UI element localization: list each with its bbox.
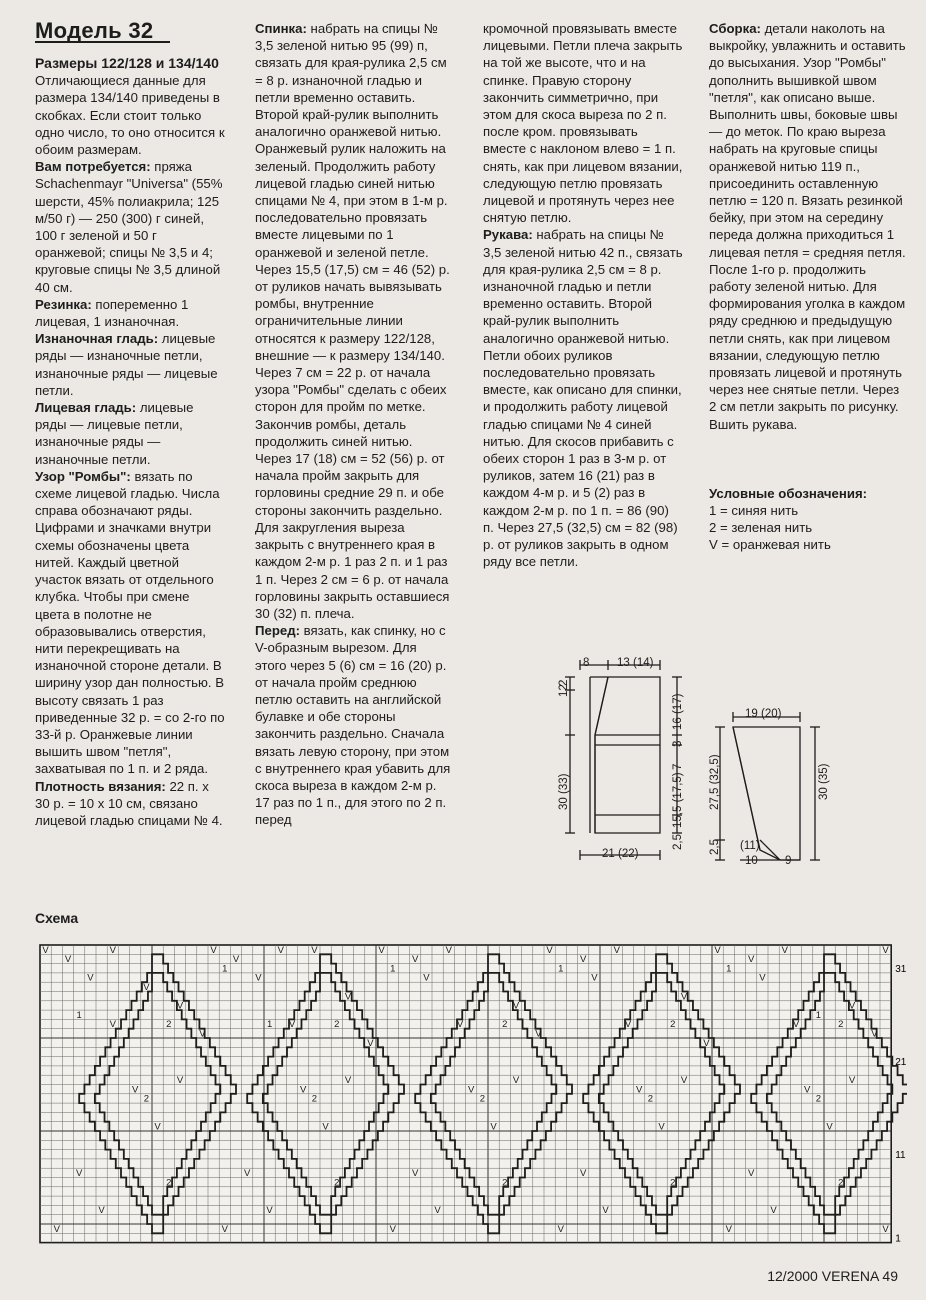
legend-item: 2 = зеленая нить — [709, 520, 813, 536]
chart-symbol: V — [680, 1075, 688, 1086]
chart-symbol: V — [456, 1019, 464, 1031]
chart-symbol: 2 — [647, 1093, 654, 1105]
chart-symbol: 2 — [838, 1019, 844, 1031]
paragraph-text: детали наколоть на выкройку, увлажнить и оставить до высыхания. Узор "Ромбы" дополнить вышивкой швом "петля", как описано выше. Выполнить швы, боковые швы — до меток. По краю выреза набрать на круговые спицы оранжевой нитью 119 п., присоединить оставленную петлю = 120 п. Вязать резинкой бейку, при этом на середину переда должна приходиться 1 лицевая петля = средняя петля. После 1-го р. продолжить работу зеленой нитью. Для формирования уголка в каждом ряду среднюю и предыдущую петли снять, как при лицевом вязании, следующую петлю провязать лицевой и протянуть через нее снятые петли. Через 2 см петли закрыть по рисунку. Вшить рукава. — [709, 21, 906, 432]
chart-symbol: 1 — [76, 1009, 82, 1021]
chart-symbol: 1 — [390, 963, 396, 975]
chart-symbol: V — [826, 1121, 833, 1133]
chart-symbol: V — [300, 1084, 307, 1096]
chart-symbol: V — [288, 1019, 296, 1031]
paragraph-heading: Вам потребуется: — [35, 159, 151, 175]
chart-symbol: V — [255, 972, 262, 984]
chart-symbol: V — [367, 1037, 374, 1049]
chart-symbol: 2 — [311, 1093, 318, 1105]
column-1 — [35, 20, 227, 829]
chart-symbol: V — [770, 1205, 777, 1217]
chart-symbol: 2 — [479, 1093, 486, 1105]
chart-title: Схема — [35, 910, 79, 926]
column-3 — [483, 20, 683, 571]
chart-symbol: V — [64, 954, 72, 966]
chart-symbol: V — [76, 1168, 83, 1179]
row-label: 21 — [895, 1056, 907, 1068]
chart-symbol: V — [804, 1084, 811, 1096]
chart-symbol: V — [199, 1028, 206, 1040]
paragraph-text: вязать, как спинку, но с V-образным вырезом. Для этого через 5 (6) см = 16 (20) р. от начала пройм среднюю петлю оставить на английской булавке и обе стороны закончить раздельно. Сначала вязать левую сторону, при этом с внутреннего края убавить для скоса выреза в каждом 2-м р. 17 раз по 1 п., для этого по 2 п. перед — [255, 623, 451, 828]
chart-symbol: V — [244, 1168, 251, 1179]
legend-item: V = оранжевая нить — [709, 537, 831, 553]
body-dim-21: 21 (22) — [602, 848, 639, 860]
column-3-body — [483, 20, 683, 571]
sleeve-dim-10: 10 — [745, 855, 758, 867]
body-dim-25: 2,5 — [672, 834, 684, 850]
chart-symbol: 2 — [815, 1093, 822, 1105]
chart-symbol: V — [703, 1037, 710, 1049]
chart-symbol: V — [311, 944, 318, 956]
chart-symbol: V — [624, 1019, 632, 1031]
body-dim-16: 16 (17) — [672, 693, 684, 730]
chart-symbol: V — [759, 972, 766, 984]
chart-symbol: V — [87, 972, 94, 984]
paragraph-text: пряжа Schachenmayr "Universa" (55% шерсти, 45% полиакрила; 125 м/50 г) — 250 (300) г синей, 100 г зеленой и 50 г оранжевой; спицы № 3,5 и 4; круговые спицы № 3,5 длиной 40 см. — [35, 159, 223, 295]
paragraph-heading: Спинка: — [255, 21, 307, 36]
chart-symbol: V — [557, 1223, 564, 1235]
knitting-chart — [35, 940, 907, 1255]
chart-symbol: V — [154, 1121, 161, 1133]
chart-symbol: V — [42, 944, 49, 956]
column-4-body — [709, 20, 909, 433]
chart-symbol: V — [389, 1223, 396, 1235]
chart-symbol: V — [848, 1000, 856, 1012]
paragraph — [255, 622, 451, 828]
paragraph — [483, 226, 683, 570]
sleeve-dim-30: 30 (35) — [818, 763, 830, 800]
chart-symbol: V — [546, 944, 553, 956]
paragraph — [255, 20, 451, 622]
chart-symbol: V — [512, 1000, 520, 1012]
paragraph — [35, 296, 227, 330]
body-dim-8: 8 — [583, 657, 590, 669]
chart-symbol: V — [658, 1121, 665, 1133]
row-label: 31 — [895, 963, 907, 975]
chart-symbol: V — [848, 1075, 856, 1086]
chart-symbol: V — [277, 944, 284, 956]
paragraph-heading: Узор "Ромбы": — [35, 468, 131, 484]
paragraph-text: Отличающиеся данные для размера 134/140 приведены в скобках. Если стоит только одно число, то оно относится к обоим размерам. — [35, 73, 225, 158]
sleeve-dim-275: 27,5 (32,5) — [709, 754, 721, 810]
body-dim-2: 2 — [558, 679, 570, 686]
body-dim-7: 7 — [672, 763, 684, 770]
chart-symbol: V — [714, 944, 721, 956]
chart-symbol: V — [412, 954, 419, 966]
column-4 — [709, 20, 909, 554]
chart-symbol: V — [221, 1223, 228, 1235]
sizes-heading: Размеры 122/128 и 134/140 — [35, 55, 219, 72]
body-dim-12: 12 — [558, 684, 570, 697]
chart-symbol: V — [602, 1205, 609, 1217]
chart-symbol: 2 — [502, 1019, 508, 1031]
legend-item: 1 = синяя нить — [709, 503, 799, 519]
chart-symbol: V — [748, 1168, 755, 1179]
paragraph-heading: Изнаночная гладь: — [35, 331, 159, 347]
body-dim-30: 30 (33) — [558, 773, 570, 810]
chart-symbol: V — [792, 1019, 800, 1031]
chart-symbol: V — [748, 954, 755, 966]
chart-symbol: V — [322, 1121, 329, 1133]
chart-symbol: V — [53, 1223, 60, 1235]
paragraph-text: попеременно 1 лицевая, 1 изнаночная. — [35, 296, 189, 330]
paragraph-text: 22 п. х 30 р. = 10 х 10 см, связано лицевой гладью спицами № 4. — [35, 778, 223, 828]
chart-symbol: V — [176, 1075, 184, 1086]
paragraph — [709, 20, 909, 433]
chart-symbol: V — [445, 944, 452, 956]
paragraph-heading: Плотность вязания: — [35, 778, 166, 794]
chart-symbol: 1 — [815, 1009, 822, 1021]
paragraph-text: кромочной провязывать вместе лицевыми. Петли плеча закрыть на той же высоте, что и на спинке. Правую сторону закончить симметрично, при этом для скоса выреза по 2 п. после кром. провязывать вместе с наклоном влево = 1 п. снять, как при лицевом вязании, следующую петлю провязать лицевой и протянуть через нее снятую петлю. — [483, 21, 683, 226]
column-1-body — [35, 72, 227, 829]
paragraph — [35, 468, 227, 778]
paragraph-text: лицевые ряды — лицевые петли, изнаночные ряды — изнаночные петли. — [35, 400, 194, 467]
chart-symbol: V — [266, 1205, 273, 1217]
sleeve-dim-25: 2,5 — [709, 839, 721, 855]
chart-symbol: V — [109, 1019, 116, 1031]
chart-symbol: V — [580, 1168, 587, 1179]
chart-symbol: 2 — [166, 1019, 172, 1031]
chart-symbol: V — [109, 944, 116, 956]
chart-symbol: V — [210, 944, 217, 956]
chart-symbol: V — [725, 1223, 732, 1235]
row-label: 1 — [895, 1233, 901, 1245]
column-2 — [255, 20, 451, 829]
chart-symbol: V — [591, 972, 598, 984]
chart-symbol: V — [871, 1028, 878, 1040]
chart-symbol: V — [132, 1084, 139, 1096]
chart-symbol: V — [468, 1084, 475, 1096]
paragraph — [483, 20, 683, 226]
chart-symbol: V — [232, 954, 240, 966]
chart-symbol: 2 — [166, 1177, 172, 1189]
column-2-body — [255, 20, 451, 829]
chart-symbol: 1 — [222, 963, 228, 975]
chart-symbol: V — [613, 944, 620, 956]
chart-symbol: 1 — [266, 1019, 273, 1031]
chart-symbol: V — [535, 1028, 542, 1040]
paragraph-text: набрать на спицы № 3,5 зеленой нитью 42 п., связать для края-рулика 2,5 см = 8 р. изнаночной гладью и петли временно оставить. Второй край-рулик выполнить аналогично оранжевой нитью. Петли обоих руликов последовательно провязать вместе, как описано для спинки, и продолжить работу лицевой гладью спицами № 4 синей нитью. Для скосов прибавить с обеих сторон 1 раз в 3-м р. от руликов, затем 16 (21) раз в каждом 4-м р. и 5 (2) раз в каждом 2-м р. по 1 п. = 86 (90) п. Через 27,5 (32,5) см = 82 (98) р. от руликов закрыть в одном ряду все петли. — [483, 227, 683, 570]
paragraph-heading: Перед: — [255, 623, 300, 639]
chart-symbol: V — [98, 1205, 105, 1217]
chart-symbol: V — [423, 972, 430, 984]
paragraph-heading: Лицевая гладь: — [35, 400, 137, 416]
sleeve-dim-9: 9 — [785, 855, 792, 867]
paragraph — [35, 399, 227, 468]
chart-symbol: V — [490, 1121, 497, 1133]
body-dim-155: 15,5 (17,5) — [672, 772, 684, 828]
chart-symbol: V — [412, 1168, 419, 1179]
legend-title: Условные обозначения: — [709, 485, 868, 501]
paragraph-text: вязать по схеме лицевой гладью. Числа справа обозначают ряды. Цифрами и значками внутри схемы обозначены цвета нитей. Каждый цветной участок вязать от отдельного клубка. Чтобы при смене цвета в полотне не образовывались отверстия, нити перекрещивать на изнаночной стороне детали. В ширину узор дан полностью. В высоту связать 1 раз приведенные 32 р. = со 2-го по 33-й р. Оранжевые линии вышить швом "петля", захватывая по 1 п. и 2 ряда. — [35, 468, 225, 777]
body-dim-13: 13 (14) — [617, 657, 654, 669]
chart-symbol: 2 — [670, 1019, 676, 1031]
body-schematic — [550, 650, 710, 870]
paragraph-heading: Резинка: — [35, 296, 92, 312]
paragraph — [35, 158, 227, 296]
page-footer: 12/2000 VERENA 49 — [767, 1268, 898, 1284]
chart-symbol: V — [781, 944, 788, 956]
chart-symbol: V — [143, 982, 150, 993]
chart-symbol: 2 — [670, 1177, 676, 1189]
paragraph — [35, 72, 227, 158]
chart-symbol: 2 — [143, 1093, 150, 1105]
chart-symbol: 2 — [334, 1177, 340, 1189]
chart-symbol: V — [882, 1223, 889, 1235]
chart-symbol: V — [580, 954, 587, 966]
chart-symbol: V — [344, 1075, 352, 1086]
chart-symbol: 2 — [334, 1019, 340, 1031]
sleeve-dim-11: (11) — [740, 840, 760, 852]
chart-symbol: 1 — [558, 963, 564, 975]
chart-grid-svg — [35, 940, 907, 1250]
chart-symbol: 2 — [838, 1177, 844, 1189]
chart-symbol: V — [636, 1084, 643, 1096]
chart-symbol: V — [680, 991, 688, 1003]
paragraph — [35, 330, 227, 399]
chart-symbol: V — [882, 944, 889, 956]
body-dim-3: 3 — [672, 740, 684, 747]
paragraph-heading: Сборка: — [709, 21, 761, 36]
chart-symbol: V — [344, 991, 352, 1003]
page-title: Модель 32 — [35, 20, 170, 43]
paragraph-text: набрать на спицы № 3,5 зеленой нитью 95 (99) п, связать для края-рулика 2,5 см = 8 р. изнаночной гладью и петли временно оставить. Второй край-рулик выполнить аналогично оранжевой нитью. Оранжевый рулик наложить на зеленый. Продолжить работу лицевой гладью синей нитью спицами № 4, при этом в 1-м р. последовательно провязать вместе лицевыми по 1 оранжевой и зеленой петле. Через 15,5 (17,5) см = 46 (52) р. от руликов начать вывязывать ромбы, внутренние ограничительные линии относятся к размеру 122/128, внешние — к размеру 134/140. Через 7 см = 22 р. от начала узора "Ромбы" сделать с обеих сторон для пройм по метке. Закончив ромбы, деталь продолжить синей нитью. Через 17 (18) см = 52 (56) р. от начала пройм закрыть для горловины средние 29 п. и обе стороны закончить раздельно. Для закругления выреза закрыть с внутреннего края в каждом 2-м р. 1 раз 2 п. и 1 раз 1 п. Через 2 см = 6 р. от начала горловины закрыть оставшиеся 30 (32) п. плеча. — [255, 21, 450, 621]
chart-symbol: V — [176, 1000, 184, 1012]
chart-symbol: V — [434, 1205, 441, 1217]
chart-symbol: 1 — [726, 963, 732, 975]
chart-symbol: V — [512, 1075, 520, 1086]
chart-symbol: 2 — [502, 1177, 508, 1189]
chart-symbol: V — [378, 944, 385, 956]
paragraph-heading: Рукава: — [483, 227, 533, 243]
sleeve-dim-19: 19 (20) — [745, 708, 782, 720]
paragraph — [35, 778, 227, 830]
paragraph-text: лицевые ряды — изнаночные петли, изнаночные ряды — лицевые петли. — [35, 331, 218, 398]
row-label: 11 — [895, 1149, 906, 1161]
